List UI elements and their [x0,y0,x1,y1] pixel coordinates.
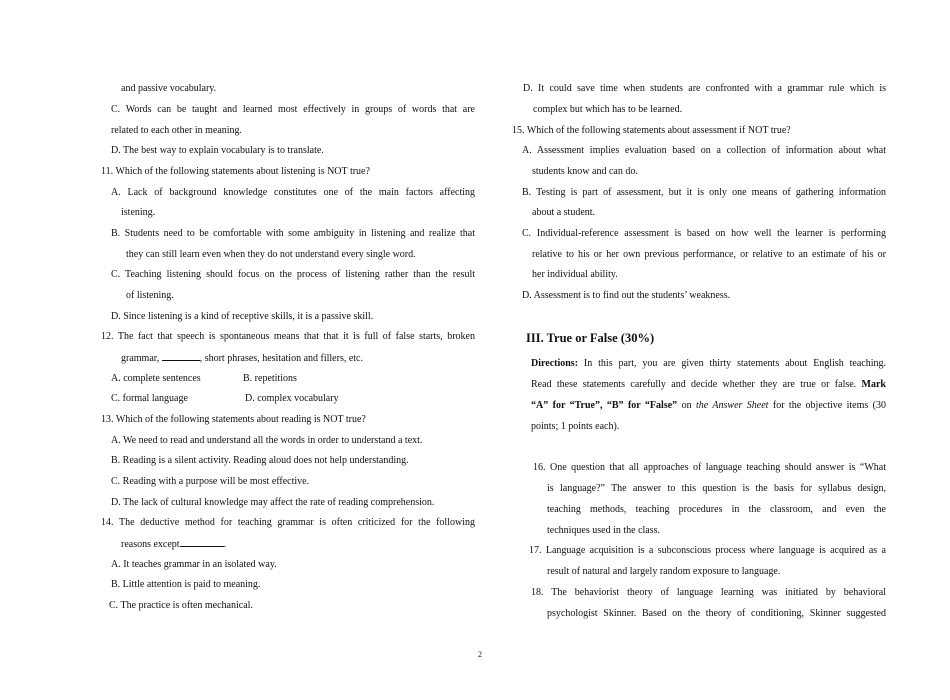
option-11d: D. Since listening is a kind of receptive skills, it is a passive skill. [111,311,374,322]
option-11c-cont: of listening. [126,290,174,301]
option-12a: A. complete sentences [111,373,201,384]
option-15c-cont2: her individual ability. [532,269,618,280]
option-11b-cont: they can still learn even when they do not understand every single word. [126,249,416,260]
option-12c: C. formal language [111,393,188,404]
question-15: 15. Which of the following statements about assessment if NOT true? [512,125,791,136]
question-12-cont: grammar, , short phrases, hesitation and fillers, etc. [121,353,363,364]
text-line: and passive vocabulary. [121,83,217,94]
option-13b: B. Reading is a silent activity. Reading aloud does not help understanding. [111,455,409,466]
question-14-cont: reasons except . [121,539,227,550]
option-15a-cont: students know and can do. [532,166,638,177]
question-11: 11. Which of the following statements about listening is NOT true? [101,166,370,177]
option-15c: C. Individual-reference assessment is based on how well the learner is performing [522,228,886,239]
option-11c: C. Teaching listening should focus on the process of listening rather than the result [111,269,475,280]
option-12b: B. repetitions [243,373,297,384]
text-line: related to each other in meaning. [111,125,243,136]
statement-16: 16. One question that all approaches of language teaching should answer is “What [533,462,886,473]
statement-18-cont: psychologist Skinner. Based on the theory of conditioning, Skinner suggested [547,608,886,619]
answer-blank [180,537,224,547]
option-14d-cont: complex but which has to be learned. [533,104,683,115]
statement-17-cont: result of natural and largely random exposure to language. [547,566,781,577]
question-14: 14. The deductive method for teaching grammar is often criticized for the following [101,517,475,528]
directions-line: Read these statements carefully and decide whether they are true or false. Mark [531,379,886,390]
option-12d: D. complex vocabulary [245,393,339,404]
option-14b: B. Little attention is paid to meaning. [111,579,261,590]
option-14c: C. The practice is often mechanical. [109,600,253,611]
question-12: 12. The fact that speech is spontaneous means that that it is full of false starts, broken [101,331,475,342]
option-11b: B. Students need to be comfortable with some ambiguity in listening and realize that [111,228,475,239]
page-number: 2 [478,650,482,659]
option-13a: A. We need to read and understand all the words in order to understand a text. [111,435,423,446]
statement-16-cont: techniques used in the class. [547,525,661,536]
statement-18: 18. The behaviorist theory of language learning was initiated by behavioral [531,587,886,598]
option-15b-cont: about a student. [532,207,596,218]
answer-blank [162,351,200,361]
option-13d: D. The lack of cultural knowledge may affect the rate of reading comprehension. [111,497,435,508]
directions-line: Directions: In this part, you are given thirty statements about English teaching. [531,358,887,369]
question-13: 13. Which of the following statements about reading is NOT true? [101,414,366,425]
text-line: D. The best way to explain vocabulary is to translate. [111,145,324,156]
option-14d: D. It could save time when students are confronted with a grammar rule which is [523,83,886,94]
option-15b: B. Testing is part of assessment, but it is only one means of gathering information [522,187,886,198]
option-11a: A. Lack of background knowledge constitutes one of the main factors affecting [111,187,475,198]
option-14a: A. It teaches grammar in an isolated way. [111,559,277,570]
option-15c-cont: relative to his or her own previous performance, or relative to an estimate of his or [532,249,886,260]
statement-16-cont: is language?” The answer to this question is the basis for syllabus design, [547,483,886,494]
directions-line: points; 1 points each). [531,421,620,432]
directions-line: “A” for “True”, “B” for “False” on the Answer Sheet for the objective items (30 [531,400,887,411]
option-13c: C. Reading with a purpose will be most effective. [111,476,310,487]
option-11a-cont: istening. [121,207,156,218]
option-15a: A. Assessment implies evaluation based on a collection of information about what [522,145,886,156]
statement-16-cont: teaching methods, teaching procedures in the classroom, and even the [547,504,886,515]
option-15d: D. Assessment is to find out the students’ weakness. [522,290,731,301]
section-title: III. True or False (30%) [526,331,655,345]
statement-17: 17. Language acquisition is a subconscious process where language is acquired as a [529,545,886,556]
text-line: C. Words can be taught and learned most effectively in groups of words that are [111,104,475,115]
